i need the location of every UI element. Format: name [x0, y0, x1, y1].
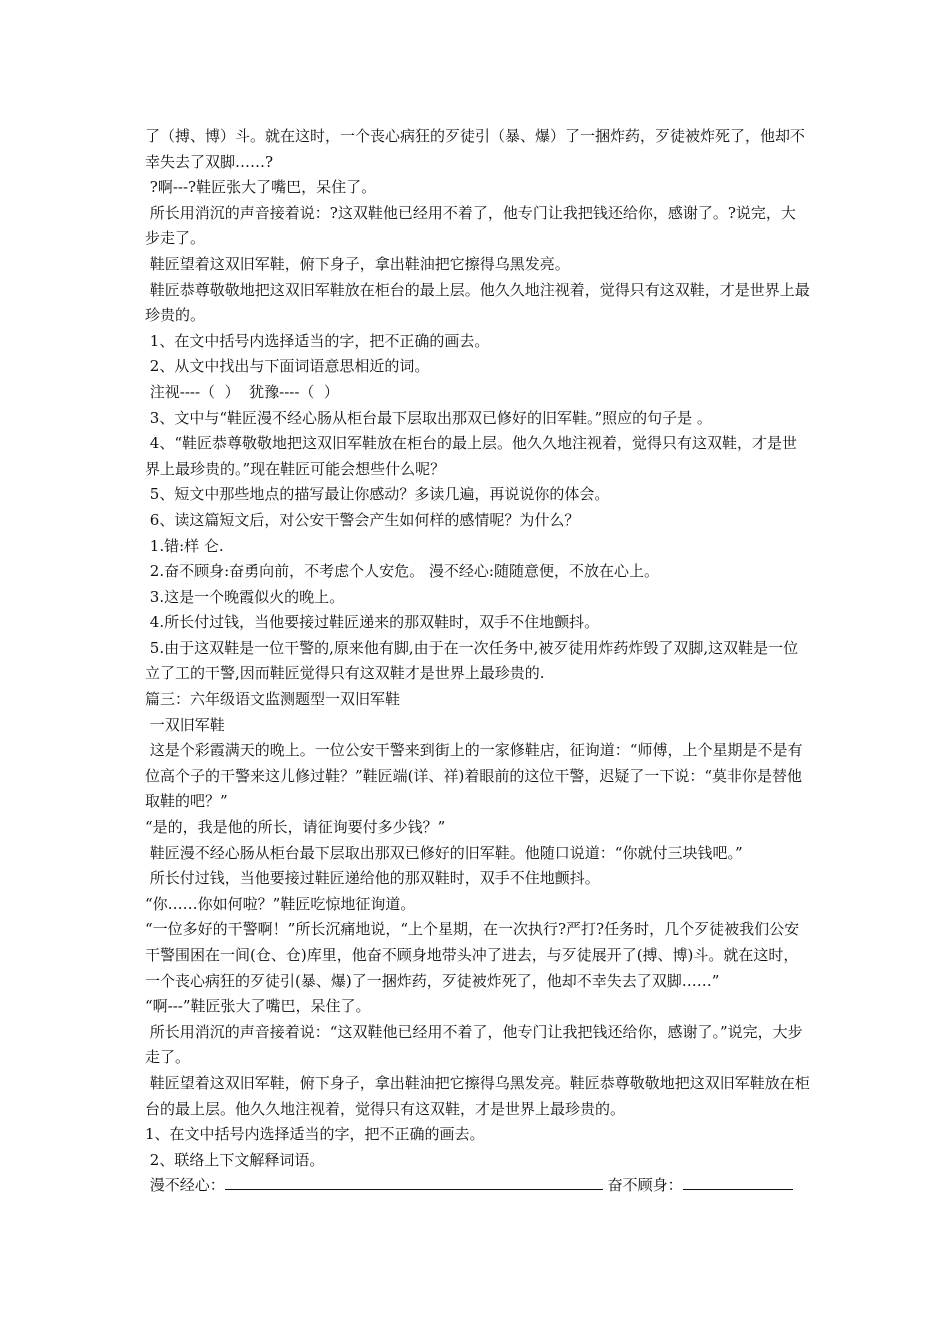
text-line: 1、在文中括号内选择适当的字，把不正确的画去。 [145, 331, 490, 350]
fill-label-1: 漫不经心： [145, 1176, 225, 1195]
text-line: “啊---”鞋匠张大了嘴巴，呆住了。 [145, 997, 371, 1016]
text-line: 鞋匠望着这双旧军鞋，俯下身子，拿出鞋油把它擦得乌黑发亮。 [145, 254, 570, 273]
text-line: 3.这是一个晚霞似火的晚上。 [145, 587, 345, 606]
answer-blank-1[interactable] [225, 1173, 603, 1190]
text-line: 5.由于这双鞋是一位干警的,原来他有脚,由于在一次任务中,被歹徒用炸药炸毁了双脚,这双鞋是一位立了工的干警,因而鞋匠觉得只有这双鞋才是世界上最珍贵的. [145, 638, 799, 683]
text-line: 注视----（ ） 犹豫----（ ） [145, 382, 339, 401]
text-line: 鞋匠望着这双旧军鞋，俯下身子，拿出鞋油把它擦得乌黑发亮。鞋匠恭尊敬敬地把这双旧军鞋放在柜台的最上层。他久久地注视着，觉得只有这双鞋，才是世界上最珍贵的。 [145, 1073, 810, 1118]
text-line: ?啊---?鞋匠张大了嘴巴，呆住了。 [145, 178, 377, 197]
text-line: 2、从文中找出与下面词语意思相近的词。 [145, 357, 430, 376]
text-line: 鞋匠恭尊敬敬地把这双旧军鞋放在柜台的最上层。他久久地注视着，觉得只有这双鞋，才是世界上最珍贵的。 [145, 280, 810, 325]
text-line: 2.奋不顾身:奋勇向前，不考虑个人安危。 漫不经心:随随意便，不放在心上。 [145, 562, 659, 581]
text-line: 所长用消沉的声音接着说：?这双鞋他已经用不着了，他专门让我把钱还给你，感谢了。?说完，大步走了。 [145, 203, 796, 248]
text-line: 这是个彩霞满天的晚上。一位公安干警来到街上的一家修鞋店，征询道：“师傅，上个星期是不是有位高个子的干警来这儿修过鞋？”鞋匠端(详、祥)着眼前的这位干警，迟疑了一下说：“莫非你是替他取鞋的吧？” [145, 741, 803, 811]
text-line: 1.错:样 仑. [145, 536, 224, 555]
story-title: 一双旧军鞋 [145, 715, 225, 734]
section-title: 篇三：六年级语文监测题型一双旧军鞋 [145, 690, 401, 709]
text-line: “你……你如何啦？”鞋匠吃惊地征询道。 [145, 894, 416, 913]
fill-label-2: 奋不顾身： [602, 1176, 683, 1195]
fill-in-line [145, 1173, 810, 1199]
text-line: 3、文中与“鞋匠漫不经心肠从柜台最下层取出那双已修好的旧军鞋。”照应的句子是 。 [145, 408, 712, 427]
document-page [145, 124, 810, 1199]
text-line: 5、短文中那些地点的描写最让你感动？多读几遍，再说说你的体会。 [145, 485, 610, 504]
question-line: 1、在文中括号内选择适当的字，把不正确的画去。 [145, 1125, 485, 1144]
text-line: 了（搏、博）斗。就在这时，一个丧心病狂的歹徒引（暴、爆）了一捆炸药，歹徒被炸死了，他却不幸失去了双脚……? [145, 127, 806, 171]
text-line: 所长付过钱，当他要接过鞋匠递给他的那双鞋时，双手不住地颤抖。 [145, 869, 600, 888]
text-line: “是的，我是他的所长，请征询要付多少钱？” [145, 818, 446, 837]
answer-blank-2[interactable] [683, 1173, 793, 1190]
text-line: 所长用消沉的声音接着说：“这双鞋他已经用不着了，他专门让我把钱还给你，感谢了。”说完，大步走了。 [145, 1022, 803, 1067]
text-line: 6、读这篇短文后，对公安干警会产生如何样的感情呢？为什么？ [145, 510, 580, 529]
text-line: 4.所长付过钱，当他要接过鞋匠递来的那双鞋时，双手不住地颤抖。 [145, 613, 600, 632]
text-line: “一位多好的干警啊！”所长沉痛地说，“上个星期，在一次执行?严打?任务时，几个歹徒被我们公安干警围困在一间(仓、仓)库里，他奋不顾身地带头冲了进去，与歹徒展开了(搏、博)斗。就在这时，一个丧心病狂的歹徒引(暴、爆)了一捆炸药，歹徒被炸死了，他却不幸失去了双脚……” [145, 920, 800, 990]
question-line: 2、联络上下文解释词语。 [145, 1150, 325, 1169]
text-line: 4、“鞋匠恭尊敬敬地把这双旧军鞋放在柜台的最上层。他久久地注视着，觉得只有这双鞋，才是世界上最珍贵的。”现在鞋匠可能会想些什么呢？ [145, 434, 797, 478]
text-line: 鞋匠漫不经心肠从柜台最下层取出那双已修好的旧军鞋。他随口说道：“你就付三块钱吧。” [145, 843, 743, 862]
